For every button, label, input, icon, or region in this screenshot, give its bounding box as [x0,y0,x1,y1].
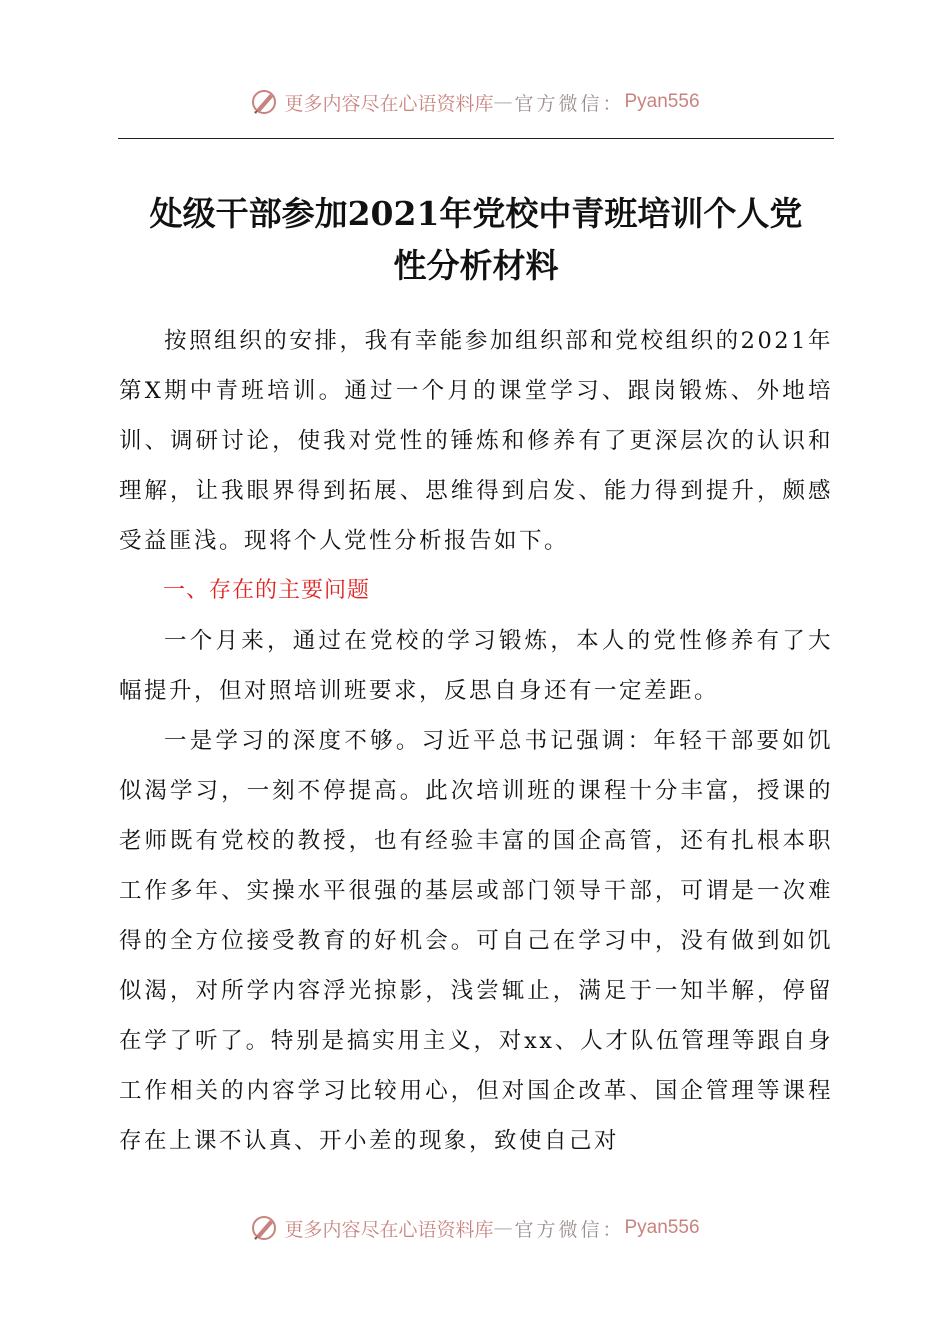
pen-logo-icon [250,88,278,116]
document-title [118,188,834,292]
watermark-wechat-id: Pyan556 [624,1217,700,1238]
header-divider [118,138,834,139]
watermark-site-text: 更多内容尽在心语资料库 [284,1218,494,1241]
paragraph-summary: 一个月来，通过在党校的学习锻炼，本人的党性修养有了大幅提升，但对照培训班要求，反思自身还有一定差距。 [119,628,833,704]
paragraph-intro: 按照组织的安排，我有幸能参加组织部和党校组织的2021年第X期中青班培训。通过一个月的课堂学习、跟岗锻炼、外地培训、调研讨论，使我对党性的锤炼和修养有了更深层次的认识和理解，让我眼界得到拓展、思维得到启发、能力得到提升，颇感受益匪浅。现将个人党性分析报告如下。 [119,328,833,554]
watermark-separator: — [493,1217,513,1239]
section-heading: 一、存在的主要问题 [163,578,371,603]
watermark-site-text: 更多内容尽在心语资料库 [284,92,494,115]
document-body [119,316,833,1166]
watermark-wechat-label: 官方微信： [514,92,625,115]
watermark-banner-bottom [0,1214,950,1242]
watermark-separator: — [493,91,513,113]
pen-logo-icon [250,1214,278,1242]
title-line-1: 处级干部参加2021年党校中青班培训个人党 [149,194,803,233]
paragraph-point-1: 一是学习的深度不够。习近平总书记强调：年轻干部要如饥似渴学习，一刻不停提高。此次培训班的课程十分丰富，授课的老师既有党校的教授，也有经验丰富的国企高管，还有扎根本职工作多年、实操水平很强的基层或部门领导干部，可谓是一次难得的全方位接受教育的好机会。可自己在学习中，没有做到如饥似渴，对所学内容浮光掠影，浅尝辄止，满足于一知半解，停留在学了听了。特别是搞实用主义，对xx、人才队伍管理等跟自身工作相关的内容学习比较用心，但对国企改革、国企管理等课程存在上课不认真、开小差的现象，致使自己对 [119,728,833,1154]
watermark-wechat-id: Pyan556 [624,91,700,112]
watermark-wechat-label: 官方微信： [514,1218,625,1241]
watermark-banner-top [0,88,950,116]
title-line-2: 性分析材料 [393,246,559,285]
